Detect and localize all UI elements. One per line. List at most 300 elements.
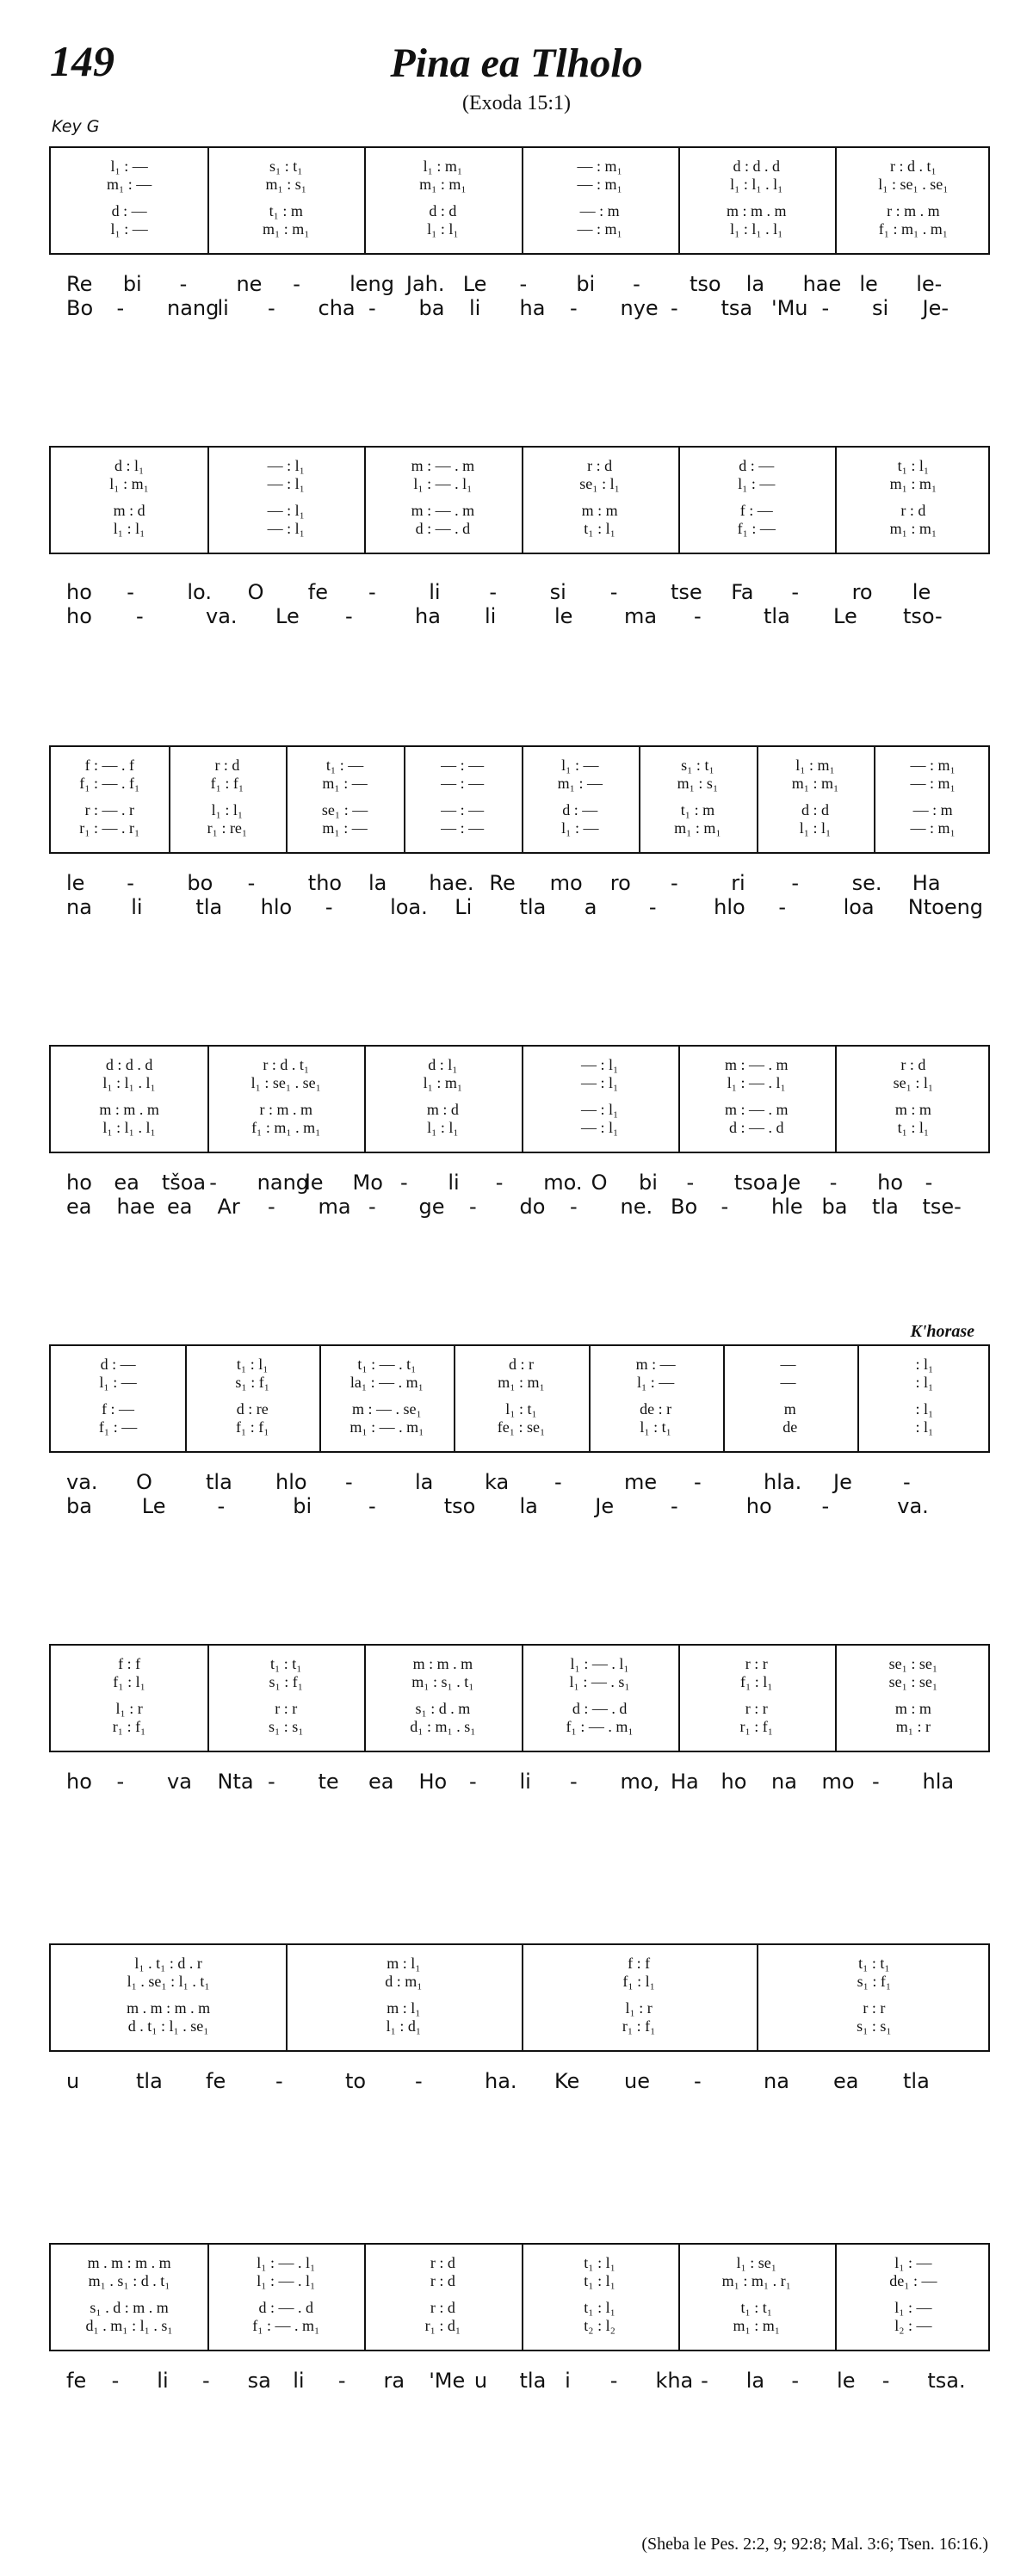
key-signature: Key G bbox=[52, 117, 100, 136]
lyric-syllable: - bbox=[201, 2369, 210, 2393]
hymn-title: Pina ea Tlholo bbox=[390, 40, 643, 86]
lyric-syllable: va. bbox=[206, 604, 238, 628]
lyric-syllable: 'Me bbox=[429, 2369, 466, 2393]
lyric-syllable: ea bbox=[66, 1195, 92, 1219]
lyric-syllable: - bbox=[519, 272, 528, 296]
lyric-syllable: - bbox=[829, 1171, 838, 1195]
soprano-notes: m . m : m . m bbox=[87, 2254, 171, 2271]
measure bbox=[319, 1346, 454, 1451]
soprano-notes: — : — bbox=[441, 757, 485, 774]
lyric-syllable: - bbox=[821, 1494, 830, 1518]
soprano-notes: t₁ : t₁ bbox=[269, 1655, 302, 1672]
soprano-notes: f : f bbox=[118, 1655, 141, 1672]
bass-notes: f₁ : — bbox=[98, 1418, 138, 1436]
alto-notes: l₁ : — bbox=[636, 1374, 675, 1391]
lyric-syllable: hla bbox=[922, 1770, 955, 1794]
lyric-syllable: - bbox=[489, 580, 498, 604]
alto-notes: se₁ : l₁ bbox=[893, 1074, 934, 1091]
bass-notes: m₁ : r bbox=[895, 1718, 931, 1735]
soprano-notes: t₁ : — . t₁ bbox=[357, 1356, 417, 1373]
lyric-syllable: cha bbox=[318, 296, 356, 320]
lyric-syllable: ho bbox=[66, 1171, 92, 1195]
lyric-syllable: tso- bbox=[903, 604, 943, 628]
lyric-syllable: - bbox=[570, 1195, 578, 1219]
measure bbox=[835, 1646, 992, 1751]
lyric-syllable: le bbox=[859, 272, 878, 296]
lyric-syllable: tla bbox=[903, 2069, 930, 2093]
lyric-syllable: ne bbox=[236, 272, 263, 296]
measure bbox=[364, 1646, 521, 1751]
soprano-notes: s₁ : t₁ bbox=[681, 757, 714, 774]
soprano-notes: s₁ : t₁ bbox=[269, 158, 303, 175]
lyric-syllable: Ha bbox=[912, 871, 941, 895]
lyric-syllable: ho bbox=[66, 580, 92, 604]
alto-notes: f₁ : l₁ bbox=[622, 1973, 655, 1990]
tenor-notes: r : r bbox=[745, 1700, 768, 1717]
lyric-syllable: li bbox=[429, 580, 441, 604]
measure bbox=[286, 747, 404, 852]
lyric-syllable: Ha bbox=[671, 1770, 699, 1794]
tenor-notes: m : — . m bbox=[724, 1101, 789, 1118]
lyric-syllable: tsa. bbox=[927, 2369, 966, 2393]
lyric-syllable: ha bbox=[519, 296, 546, 320]
soprano-notes: : l₁ bbox=[915, 1356, 934, 1373]
alto-notes: l₁ : se₁ . se₁ bbox=[878, 176, 949, 193]
tenor-notes: — : — bbox=[441, 801, 485, 819]
sol-fa-staff bbox=[49, 1045, 990, 1153]
lyric-syllable: ho bbox=[66, 604, 92, 628]
alto-notes: m₁ . s₁ : d . t₁ bbox=[88, 2272, 170, 2289]
soprano-notes: d : l₁ bbox=[428, 1056, 458, 1073]
soprano-notes: t₁ : l₁ bbox=[897, 457, 930, 474]
alto-notes: l₁ : — . s₁ bbox=[569, 1673, 630, 1690]
soprano-notes: r : d bbox=[587, 457, 613, 474]
lyric-syllable: - bbox=[127, 580, 134, 604]
tenor-notes: m : — . se₁ bbox=[351, 1400, 422, 1418]
lyric-syllable: Le bbox=[462, 272, 487, 296]
sol-fa-staff bbox=[49, 1344, 990, 1453]
soprano-notes: d : l₁ bbox=[114, 457, 145, 474]
lyric-syllable: u bbox=[66, 2069, 80, 2093]
lyric-syllable: va. bbox=[66, 1470, 98, 1494]
alto-notes: f₁ : l₁ bbox=[739, 1673, 773, 1690]
lyric-syllable: hlo bbox=[714, 895, 745, 919]
soprano-notes: d : d . d bbox=[733, 158, 780, 175]
lyric-syllable: - bbox=[209, 1171, 217, 1195]
alto-notes: l₁ : m₁ bbox=[423, 1074, 463, 1091]
lyric-syllable: kha bbox=[655, 2369, 694, 2393]
lyric-syllable: Nta bbox=[217, 1770, 254, 1794]
bass-notes: t₂ : l₂ bbox=[584, 2317, 615, 2334]
lyric-syllable: Je bbox=[782, 1171, 801, 1195]
tenor-notes: l₁ : l₁ bbox=[211, 801, 244, 819]
measure bbox=[589, 1346, 723, 1451]
lyric-syllable: - bbox=[415, 2069, 423, 2093]
lyric-syllable: la bbox=[519, 1494, 538, 1518]
lyric-syllable: ue bbox=[624, 2069, 650, 2093]
lyric-syllable: si bbox=[872, 296, 889, 320]
lyric-syllable: fe bbox=[66, 2369, 87, 2393]
alto-notes: f₁ : l₁ bbox=[113, 1673, 145, 1690]
measure bbox=[522, 148, 678, 253]
alto-notes: m₁ : m₁ . r₁ bbox=[721, 2272, 791, 2289]
measure bbox=[207, 448, 364, 553]
alto-notes: — : l₁ bbox=[267, 475, 305, 492]
measure bbox=[207, 148, 364, 253]
measure bbox=[51, 448, 207, 553]
measure bbox=[51, 747, 169, 852]
measure bbox=[874, 747, 992, 852]
soprano-notes: m : — . m bbox=[724, 1056, 789, 1073]
measure bbox=[454, 1346, 588, 1451]
measure bbox=[678, 148, 835, 253]
lyric-syllable: se. bbox=[851, 871, 882, 895]
alto-notes: l₁ : l₁ . l₁ bbox=[730, 176, 783, 193]
lyric-syllable: ho bbox=[877, 1171, 904, 1195]
lyric-syllable: la bbox=[745, 2369, 765, 2393]
lyric-syllable: - bbox=[275, 2069, 283, 2093]
lyric-syllable: - bbox=[247, 871, 256, 895]
lyric-syllable: - bbox=[399, 1171, 408, 1195]
measure bbox=[207, 2245, 364, 2350]
alto-notes: se₁ : l₁ bbox=[579, 475, 620, 492]
lyric-syllable: li bbox=[217, 296, 229, 320]
alto-notes: s₁ : f₁ bbox=[235, 1374, 269, 1391]
lyric-syllable: tsoa bbox=[733, 1171, 779, 1195]
tenor-notes: l₁ : t₁ bbox=[505, 1400, 537, 1418]
lyric-syllable: la bbox=[415, 1470, 434, 1494]
measure bbox=[835, 2245, 992, 2350]
soprano-notes: t₁ : t₁ bbox=[858, 1955, 890, 1972]
lyric-syllable: le bbox=[554, 604, 573, 628]
bass-notes: m₁ : — . m₁ bbox=[349, 1418, 424, 1436]
soprano-notes: l₁ : se₁ bbox=[736, 2254, 776, 2271]
lyric-syllable: li bbox=[519, 1770, 531, 1794]
alto-notes: s₁ : f₁ bbox=[857, 1973, 892, 1990]
lyric-syllable: loa. bbox=[390, 895, 428, 919]
lyric-syllable: hae bbox=[802, 272, 842, 296]
bass-notes: l₁ : l₁ bbox=[427, 220, 459, 238]
soprano-notes: d : r bbox=[508, 1356, 534, 1373]
lyric-syllable: - bbox=[116, 296, 125, 320]
alto-notes: m₁ : — bbox=[106, 176, 152, 193]
tenor-notes: m : — . m bbox=[411, 502, 475, 519]
lyric-syllable: ge bbox=[418, 1195, 445, 1219]
soprano-notes: l₁ . t₁ : d . r bbox=[134, 1955, 202, 1972]
lyric-syllable: - bbox=[671, 1494, 678, 1518]
lyric-syllable: Ntoeng bbox=[907, 895, 984, 919]
bass-notes: m₁ : m₁ bbox=[262, 220, 310, 238]
lyric-syllable: li bbox=[469, 296, 481, 320]
lyric-syllable: O bbox=[247, 580, 264, 604]
lyric-syllable: to bbox=[345, 2069, 367, 2093]
lyric-syllable: leng bbox=[349, 272, 394, 296]
lyric-syllable: - bbox=[694, 604, 702, 628]
bass-notes: m₁ : m₁ bbox=[674, 819, 721, 837]
lyric-syllable: na bbox=[771, 1770, 797, 1794]
alto-notes: m₁ : — bbox=[557, 775, 603, 792]
measure bbox=[857, 1346, 992, 1451]
lyric-syllable: ea bbox=[368, 1770, 394, 1794]
lyric-syllable: - bbox=[217, 1494, 226, 1518]
lyric-syllable: - bbox=[368, 296, 376, 320]
soprano-notes: r : d bbox=[900, 1056, 926, 1073]
lyric-syllable: - bbox=[925, 1171, 933, 1195]
bass-notes: : l₁ bbox=[915, 1418, 934, 1436]
bass-notes: l₁ : l₁ bbox=[427, 1119, 459, 1136]
measure bbox=[51, 1945, 286, 2050]
lyric-syllable: u bbox=[473, 2369, 488, 2393]
measure bbox=[678, 448, 835, 553]
sol-fa-staff bbox=[49, 446, 990, 554]
soprano-notes: t₁ : — bbox=[325, 757, 364, 774]
alto-notes: r : d bbox=[430, 2272, 455, 2289]
soprano-notes: r : d . t₁ bbox=[263, 1056, 310, 1073]
lyric-syllable: - bbox=[127, 871, 134, 895]
alto-notes: se₁ : se₁ bbox=[888, 1673, 938, 1690]
lyric-syllable: ma bbox=[624, 604, 658, 628]
lyric-syllable: - bbox=[791, 2369, 800, 2393]
soprano-notes: l₁ : m₁ bbox=[423, 158, 463, 175]
lyric-syllable: fe bbox=[307, 580, 329, 604]
alto-notes: : l₁ bbox=[915, 1374, 934, 1391]
lyric-syllable: ri bbox=[731, 871, 745, 895]
alto-notes: m₁ : s₁ bbox=[265, 176, 307, 193]
tenor-notes: m . m : m . m bbox=[127, 1999, 211, 2017]
lyric-syllable: Li bbox=[455, 895, 473, 919]
lyric-syllable: do bbox=[519, 1195, 546, 1219]
bass-notes: — : l₁ bbox=[580, 1119, 619, 1136]
lyric-syllable: - bbox=[872, 1770, 880, 1794]
lyric-syllable: tse bbox=[671, 580, 702, 604]
alto-notes: s₁ : f₁ bbox=[269, 1673, 304, 1690]
lyric-syllable: Ho bbox=[418, 1770, 448, 1794]
lyric-syllable: li bbox=[448, 1171, 460, 1195]
measure bbox=[364, 1047, 521, 1152]
lyric-syllable: si bbox=[549, 580, 566, 604]
bass-notes: d₁ . m₁ : l₁ . s₁ bbox=[85, 2317, 173, 2334]
bass-notes: l₁ : — bbox=[110, 220, 148, 238]
lyric-syllable: - bbox=[469, 1195, 477, 1219]
alto-notes: t₁ : l₁ bbox=[584, 2272, 615, 2289]
lyric-syllable: lo. bbox=[187, 580, 212, 604]
soprano-notes: m : m . m bbox=[412, 1655, 473, 1672]
lyric-syllable: ba bbox=[418, 296, 445, 320]
alto-notes: m₁ : — bbox=[322, 775, 368, 792]
tenor-notes: d : — bbox=[111, 202, 147, 219]
bass-notes: d : — . d bbox=[728, 1119, 784, 1136]
bass-notes: — : m₁ bbox=[910, 819, 956, 837]
tenor-notes: m : m bbox=[894, 1700, 931, 1717]
bass-notes: r₁ : f₁ bbox=[112, 1718, 146, 1735]
lyric-syllable: le- bbox=[916, 272, 943, 296]
bass-notes: fe₁ : se₁ bbox=[497, 1418, 546, 1436]
lyric-syllable: tšoa bbox=[161, 1171, 207, 1195]
lyric-syllable: hlo bbox=[275, 1470, 307, 1494]
lyric-syllable: - bbox=[116, 1770, 125, 1794]
lyric-syllable: le bbox=[66, 871, 85, 895]
lyric-syllable: i bbox=[565, 2369, 571, 2393]
alto-notes: — bbox=[780, 1374, 801, 1391]
lyric-syllable: - bbox=[268, 1195, 275, 1219]
lyric-syllable: Je bbox=[833, 1470, 852, 1494]
soprano-notes: f : — . f bbox=[84, 757, 135, 774]
tenor-notes: m : m bbox=[581, 502, 618, 519]
lyric-syllable: Le bbox=[833, 604, 857, 628]
lyric-syllable: tho bbox=[307, 871, 343, 895]
bass-notes: r₁ : — . r₁ bbox=[79, 819, 140, 837]
lyric-syllable: na bbox=[764, 2069, 789, 2093]
bass-notes: f₁ : — . m₁ bbox=[566, 1718, 634, 1735]
sol-fa-staff bbox=[49, 2243, 990, 2351]
bass-notes: t₁ : l₁ bbox=[897, 1119, 930, 1136]
lyric-syllable: hae. bbox=[429, 871, 474, 895]
bass-notes: r₁ : d₁ bbox=[424, 2317, 461, 2334]
measure bbox=[835, 1047, 992, 1152]
alto-notes: l₁ : — bbox=[738, 475, 776, 492]
bass-notes: s₁ : s₁ bbox=[857, 2017, 892, 2035]
tenor-notes: d : — . d bbox=[572, 1700, 628, 1717]
soprano-notes: m : — . m bbox=[411, 457, 475, 474]
tenor-notes: l₁ : r bbox=[625, 1999, 653, 2017]
lyric-syllable: li bbox=[485, 604, 497, 628]
lyric-syllable: - bbox=[821, 296, 830, 320]
tenor-notes: m : m . m bbox=[99, 1101, 159, 1118]
measure bbox=[51, 1346, 185, 1451]
tenor-notes: t₁ : l₁ bbox=[584, 2299, 615, 2316]
tenor-notes: m : l₁ bbox=[387, 1999, 421, 2017]
scripture-reference: (Exoda 15:1) bbox=[462, 92, 571, 114]
measure bbox=[51, 1646, 207, 1751]
tenor-notes: t₁ : t₁ bbox=[740, 2299, 773, 2316]
measure bbox=[404, 747, 522, 852]
bass-notes: f₁ : m₁ . m₁ bbox=[878, 220, 949, 238]
measure bbox=[51, 148, 207, 253]
lyric-syllable: - bbox=[791, 580, 800, 604]
soprano-notes: m : l₁ bbox=[387, 1955, 421, 1972]
lyric-syllable: - bbox=[368, 1195, 376, 1219]
bass-notes: d₁ : m₁ . s₁ bbox=[410, 1718, 476, 1735]
bass-notes: f₁ : — bbox=[737, 520, 776, 537]
measure bbox=[51, 2245, 207, 2350]
lyric-syllable: tla bbox=[764, 604, 790, 628]
bass-notes: d : — . d bbox=[415, 520, 471, 537]
lyric-syllable: le bbox=[912, 580, 931, 604]
lyric-syllable: - bbox=[570, 1770, 578, 1794]
lyric-syllable: ba bbox=[66, 1494, 92, 1518]
alto-notes: l₁ : — . l₁ bbox=[413, 475, 473, 492]
lyric-syllable: tla bbox=[519, 895, 547, 919]
soprano-notes: l₁ : — . l₁ bbox=[257, 2254, 316, 2271]
lyric-syllable: tla bbox=[136, 2069, 163, 2093]
lyric-syllable: bi bbox=[639, 1171, 658, 1195]
measure bbox=[522, 1646, 678, 1751]
lyric-syllable: - bbox=[469, 1770, 477, 1794]
tenor-notes: l₁ : r bbox=[115, 1700, 143, 1717]
alto-notes: — : l₁ bbox=[580, 1074, 619, 1091]
lyric-syllable: - bbox=[268, 1770, 275, 1794]
lyric-syllable: - bbox=[495, 1171, 504, 1195]
soprano-notes: l₁ : m₁ bbox=[795, 757, 835, 774]
alto-notes: la₁ : — . m₁ bbox=[349, 1374, 424, 1391]
lyric-syllable: - bbox=[179, 272, 188, 296]
bass-notes: l₁ : l₁ bbox=[799, 819, 832, 837]
alto-notes: l₁ : se₁ . se₁ bbox=[251, 1074, 321, 1091]
lyric-syllable: bi bbox=[293, 1494, 312, 1518]
measure bbox=[522, 448, 678, 553]
lyric-syllable: tla bbox=[206, 1470, 232, 1494]
lyric-syllable: tso bbox=[689, 272, 721, 296]
lyric-syllable: - bbox=[633, 272, 640, 296]
bass-notes: m₁ : m₁ bbox=[733, 2317, 781, 2334]
measure bbox=[185, 1346, 319, 1451]
alto-notes: m₁ : s₁ . t₁ bbox=[411, 1673, 474, 1690]
measure bbox=[678, 1047, 835, 1152]
lyric-syllable: mo. bbox=[543, 1171, 583, 1195]
lyric-syllable: Je- bbox=[922, 296, 949, 320]
lyric-syllable: hla. bbox=[764, 1470, 802, 1494]
tenor-notes: d : d bbox=[801, 801, 830, 819]
bass-notes: l₁ : t₁ bbox=[640, 1418, 671, 1436]
lyric-syllable: Re bbox=[489, 871, 516, 895]
measure bbox=[51, 1047, 207, 1152]
tenor-notes: f : — bbox=[739, 502, 773, 519]
lyric-syllable: - bbox=[570, 296, 578, 320]
lyric-syllable: - bbox=[554, 1470, 562, 1494]
measure bbox=[678, 1646, 835, 1751]
measure bbox=[678, 2245, 835, 2350]
lyric-syllable: va. bbox=[897, 1494, 929, 1518]
alto-notes: — : m₁ bbox=[910, 775, 956, 792]
lyric-syllable: bo bbox=[187, 871, 213, 895]
lyric-syllable: tla bbox=[872, 1195, 899, 1219]
alto-notes: m₁ : m₁ bbox=[419, 176, 467, 193]
lyric-syllable: - bbox=[293, 272, 300, 296]
measure bbox=[522, 1945, 757, 2050]
tenor-notes: r : d bbox=[900, 502, 926, 519]
soprano-notes: l₁ : — bbox=[894, 2254, 932, 2271]
alto-notes: f₁ : f₁ bbox=[210, 775, 244, 792]
sol-fa-staff bbox=[49, 1644, 990, 1752]
tenor-notes: de : r bbox=[640, 1400, 672, 1418]
tenor-notes: f : — bbox=[102, 1400, 135, 1418]
alto-notes: m₁ : m₁ bbox=[889, 475, 937, 492]
lyric-syllable: Le bbox=[141, 1494, 166, 1518]
lyric-syllable: - bbox=[791, 871, 800, 895]
lyric-syllable: ea bbox=[167, 1195, 193, 1219]
soprano-notes: — bbox=[780, 1356, 801, 1373]
lyric-syllable: Fa bbox=[731, 580, 754, 604]
bass-notes: r₁ : re₁ bbox=[207, 819, 248, 837]
sol-fa-staff bbox=[49, 745, 990, 854]
lyric-syllable: li bbox=[293, 2369, 305, 2393]
chorus-label: K'horase bbox=[910, 1322, 974, 1341]
alto-notes: l₁ : — . l₁ bbox=[727, 1074, 786, 1091]
lyric-syllable: va bbox=[167, 1770, 192, 1794]
soprano-notes: d : — bbox=[100, 1356, 136, 1373]
lyric-syllable: mo bbox=[821, 1770, 855, 1794]
soprano-notes: r : d . t₁ bbox=[890, 158, 937, 175]
bass-notes: m₁ : — bbox=[322, 819, 368, 837]
lyric-syllable: Je bbox=[595, 1494, 615, 1518]
soprano-notes: t₁ : l₁ bbox=[584, 2254, 615, 2271]
lyric-syllable: Bo bbox=[66, 296, 94, 320]
bass-notes: m₁ : m₁ bbox=[889, 520, 937, 537]
measure bbox=[207, 1047, 364, 1152]
lyric-syllable: - bbox=[609, 2369, 618, 2393]
bass-notes: d . t₁ : l₁ . se₁ bbox=[127, 2017, 209, 2035]
lyric-syllable: Le bbox=[275, 604, 300, 628]
